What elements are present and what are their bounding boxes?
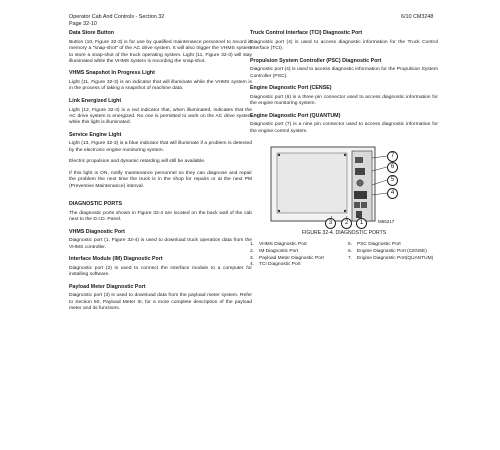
legend-number: 5.: [348, 242, 353, 247]
section-heading: Service Engine Light: [69, 131, 122, 138]
callout-2: 2: [341, 218, 352, 229]
figure-legend: [250, 242, 438, 268]
section-diagnostic-ports: [69, 201, 252, 224]
section-paragraph: Diagnostic port (4) is used to access diagnostic information for the Propulsion System Controller (PSC).: [250, 67, 438, 79]
legend-item: [348, 256, 438, 262]
section-heading: VHMS Diagnostic Port: [69, 228, 125, 235]
section-paragraph: Diagnostic port (6) is a three pin connector used to access diagnostic information for the engine monitoring system.: [250, 94, 438, 107]
section-service-engine-light: [69, 132, 252, 190]
section-paragraph: Button (10, Figure 32-3) is for use by qualified maintenance personnel to record in memory a “snap-shot” of the AC drive system. It will also trigger the VHMS system to store a snap-shot of the truck operating system. Light (11, Figure 32-3) will stay illuminated while the VHMS system is recording the snap-shot.: [69, 39, 252, 64]
diagnostic-ports-figure: [270, 145, 420, 227]
callout-1: 1: [356, 218, 367, 229]
section-paragraph: The diagnostic ports shown in Figure 32-4 are located on the back wall of the cab next to the D.I.D. Panel.: [69, 210, 252, 223]
left-column: [69, 30, 252, 318]
legend-item: [348, 249, 438, 255]
section-heading: Link Energized Light: [69, 97, 122, 104]
section-payload-meter-port: [69, 284, 252, 313]
section-link-energized-light: [69, 98, 252, 127]
section-paragraph: Diagnostic port (2) is used to connect the interface module to a computer for installing software.: [69, 265, 252, 278]
page-header-left: [69, 14, 164, 27]
legend-number: 4.: [250, 262, 255, 268]
figure-code: M55217: [378, 219, 395, 224]
section-heading: Data Store Button: [69, 30, 115, 36]
section-title: Operator Cab And Controls - Section 32: [69, 14, 165, 20]
right-column: [250, 30, 438, 268]
page-header-right: 6/10 CM3248: [401, 14, 434, 20]
legend-item: [250, 256, 340, 262]
legend-label: TCI Diagnostic Port: [259, 262, 301, 268]
section-heading: Truck Control Interface (TCI) Diagnostic Port: [250, 30, 363, 36]
section-heading: VHMS Snapshot In Progress Light: [69, 70, 155, 77]
legend-label: IM Diagnostic Port: [259, 248, 299, 254]
legend-number: 1.: [250, 242, 255, 247]
section-psc-port: [250, 58, 438, 81]
section-quantum-port: [250, 113, 438, 136]
legend-number: 7.: [348, 255, 353, 261]
section-paragraph: Diagnostic port (7) is a nine pin connector used to access diagnostic information for the engine control system.: [250, 122, 438, 134]
section-cense-port: [250, 85, 438, 108]
callout-7: 7: [387, 151, 398, 162]
callout-5: 5: [387, 175, 398, 186]
legend-item: [250, 249, 340, 255]
section-paragraph: If this light is ON, notify maintenance personnel so they can diagnose and repair the problem the next time the truck is in the shop for repairs or at the next PM (Preventive Maintenance) interval.: [69, 170, 252, 189]
section-paragraph: Diagnostic port (3) is used to download data from the payload meter system. Refer to Section 60, Payload Meter III, for a more complete description of the payload meter and its functions.: [69, 293, 252, 312]
legend-label: PSC Diagnostic Port: [357, 242, 401, 247]
section-vhms-diagnostic-port: [69, 229, 252, 252]
section-im-diagnostic-port: [69, 256, 252, 279]
section-heading: Engine Diagnostic Port (QUANTUM): [250, 112, 341, 119]
page-number: Page 32-10: [69, 20, 97, 27]
section-heading: Payload Meter Diagnostic Port: [69, 283, 146, 290]
section-paragraph: Diagnostic port (1, Figure 32-4) is used to download truck operation data from the VHMS controller.: [69, 238, 252, 250]
figure-caption: FIGURE 32-4. DIAGNOSTIC PORTS: [301, 230, 387, 236]
legend-item: [348, 242, 438, 248]
section-heading: DIAGNOSTIC PORTS: [69, 201, 122, 208]
legend-label: VHMS Diagnostic Port: [259, 242, 307, 247]
legend-label: Engine Diagnostic Port(QUANTUM): [357, 255, 434, 261]
section-heading: Propulsion System Controller (PSC) Diagnostic Port: [250, 57, 382, 64]
section-vhms-snapshot-light: [69, 70, 252, 93]
callout-4: 4: [387, 188, 398, 199]
callout-3: 3: [325, 218, 336, 229]
section-data-store-button: [69, 30, 252, 65]
legend-number: 3.: [250, 255, 255, 261]
section-paragraph: Electric propulsion and dynamic retarding will still be available.: [69, 159, 206, 165]
legend-number: 6.: [348, 248, 353, 254]
section-paragraph: Light (11, Figure 32-3) is an indicator that will illuminate while the VHMS system is in the process of taking a snapshot of machine data.: [69, 80, 252, 92]
section-paragraph: Light (12, Figure 32-3) is a red indicator that, when illuminated, indicates that the AC drive system is energized. No one is permitted to work on the AC drive system while this light is illuminated.: [69, 107, 252, 126]
callout-6: 6: [387, 162, 398, 173]
legend-label: Engine Diagnostic Port (CENSE): [357, 248, 427, 254]
section-tci-port: [250, 30, 438, 53]
section-paragraph: Diagnostic port (4) is used to access diagnostic information for the Truck Control Interface (TCI).: [250, 39, 438, 52]
section-heading: Interface Module (IM) Diagnostic Port: [69, 256, 163, 263]
legend-item: [250, 262, 340, 268]
legend-item: [250, 242, 340, 248]
legend-number: 2.: [250, 248, 255, 254]
section-heading: Engine Diagnostic Port (CENSE): [250, 85, 332, 91]
legend-label: Payload Meter Diagnostic Port: [259, 255, 324, 261]
section-paragraph: Light (13, Figure 32-3) is a blue indicator that will illuminate if a problem is detected by the electronic engine monitoring system.: [69, 141, 252, 153]
